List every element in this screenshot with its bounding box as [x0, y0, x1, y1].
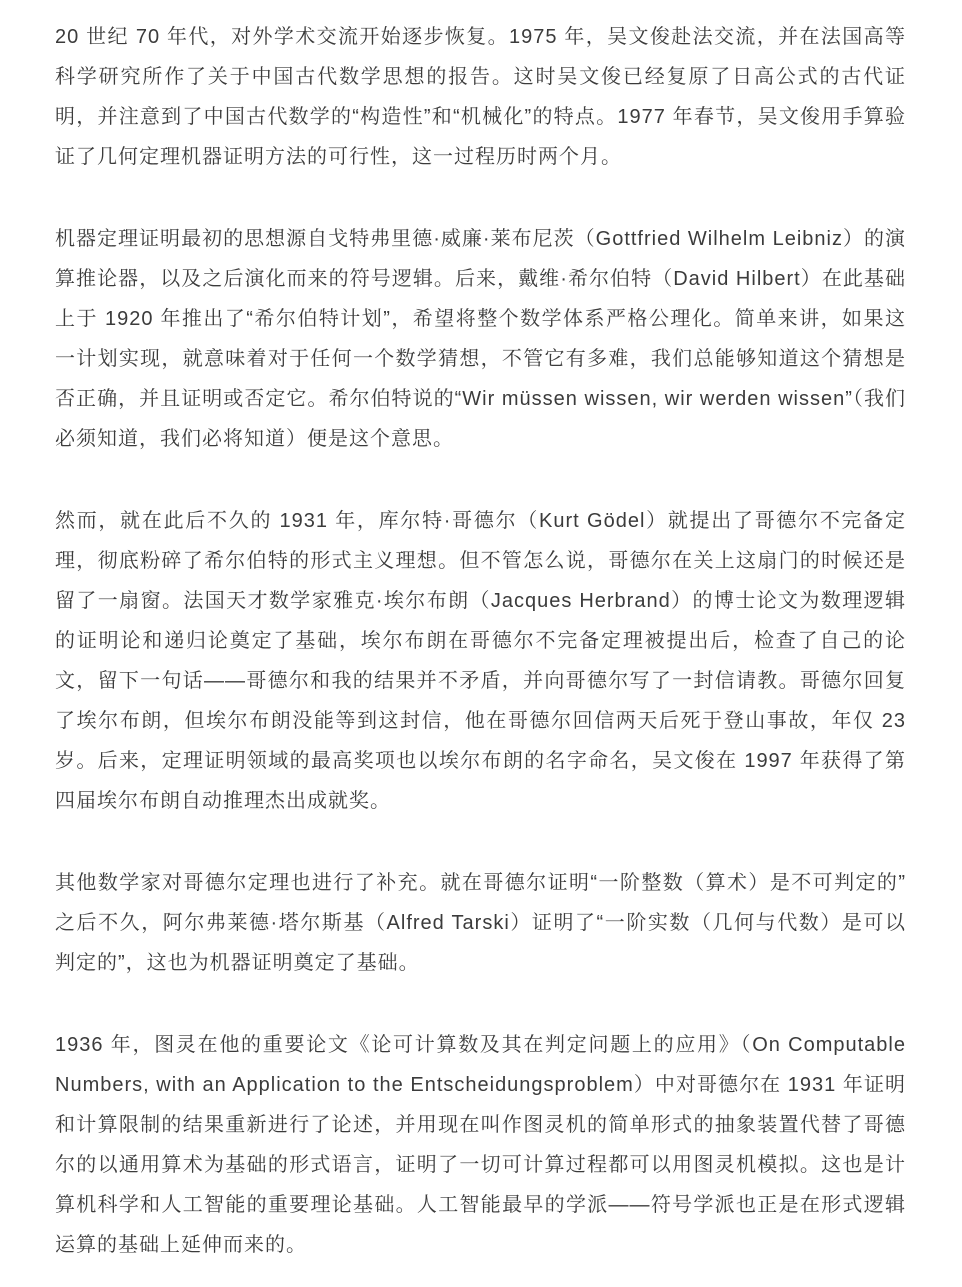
paragraph-leibniz-hilbert: 机器定理证明最初的思想源自戈特弗里德·威廉·莱布尼茨（Gottfried Wilhelm Leibniz）的演算推论器，以及之后演化而来的符号逻辑。后来，戴维·希尔伯特（David Hilbert）在此基础上于 1920 年推出了“希尔伯特计划”，希望将整个数学体系严格公理化。简单来讲，如果这一计划实现，就意味着对于任何一个数学猜想，不管它有多难，我们总能够知道这个猜想是否正确，并且证明或否定它。希尔伯特说的“Wir müssen wissen, wir werden wissen”（我们必须知道，我们必将知道）便是这个意思。 — [55, 228, 906, 450]
paragraph-godel-herbrand: 然而，就在此后不久的 1931 年，库尔特·哥德尔（Kurt Gödel）就提出了哥德尔不完备定理，彻底粉碎了希尔伯特的形式主义理想。但不管怎么说，哥德尔在关上这扇门的时候还是留了一扇窗。法国天才数学家雅克·埃尔布朗（Jacques Herbrand）的博士论文为数理逻辑的证明论和递归论奠定了基础，埃尔布朗在哥德尔不完备定理被提出后，检查了自己的论文，留下一句话——哥德尔和我的结果并不矛盾，并向哥德尔写了一封信请教。哥德尔回复了埃尔布朗，但埃尔布朗没能等到这封信，他在哥德尔回信两天后死于登山事故，年仅 23 岁。后来，定理证明领域的最高奖项也以埃尔布朗的名字命名，吴文俊在 1997 年获得了第四届埃尔布朗自动推理杰出成就奖。 — [55, 510, 906, 812]
paragraph-turing-1936: 1936 年，图灵在他的重要论文《论可计算数及其在判定问题上的应用》（On Computable Numbers, with an Application to the Entscheidungsproblem）中对哥德尔在 1931 年证明和计算限制的结果重新进行了论述，并用现在叫作图灵机的简单形式的抽象装置代替了哥德尔的以通用算术为基础的形式语言，证明了一切可计算过程都可以用图灵机模拟。这也是计算机科学和人工智能的重要理论基础。人工智能最早的学派——符号学派也正是在形式逻辑运算的基础上延伸而来的。 — [55, 1034, 906, 1256]
paragraph-tarski: 其他数学家对哥德尔定理也进行了补充。就在哥德尔证明“一阶整数（算术）是不可判定的”之后不久，阿尔弗莱德·塔尔斯基（Alfred Tarski）证明了“一阶实数（几何与代数）是可以判定的”，这也为机器证明奠定了基础。 — [55, 872, 906, 974]
article-content — [55, 17, 906, 1265]
paragraph-wu-wenjun-1970s: 20 世纪 70 年代，对外学术交流开始逐步恢复。1975 年，吴文俊赴法交流，并在法国高等科学研究所作了关于中国古代数学思想的报告。这时吴文俊已经复原了日高公式的古代证明，并注意到了中国古代数学的“构造性”和“机械化”的特点。1977 年春节，吴文俊用手算验证了几何定理机器证明方法的可行性，这一过程历时两个月。 — [55, 26, 906, 168]
